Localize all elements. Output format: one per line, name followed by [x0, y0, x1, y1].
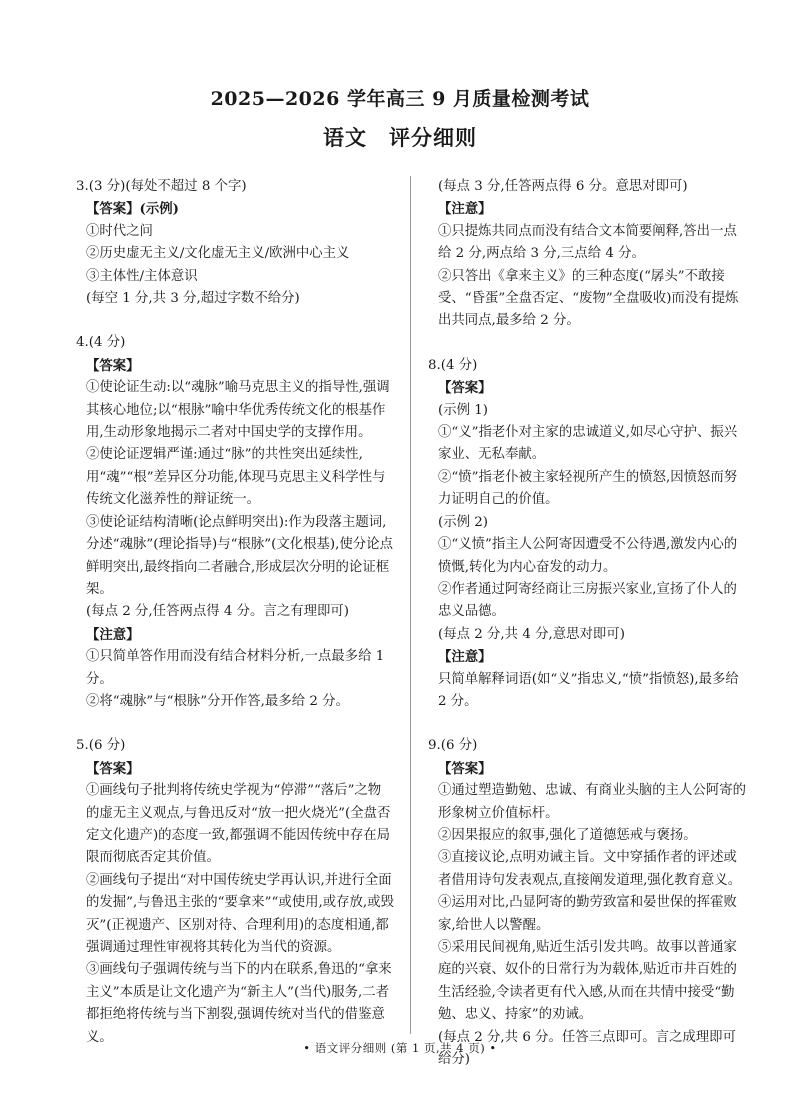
doc-type-label: 评分细则 — [389, 125, 477, 150]
subject-label: 语文 — [323, 125, 367, 150]
answer-line: ①使论证生动:以“魂脉”喻马克思主义的指导性,强调其核心地位;以“根脉”喻中华优秀传统文化的根基作用,生动形象地揭示二者对中国史学的支撑作用。 — [86, 380, 390, 441]
answer-line: ④运用对比,凸显阿寄的勤劳致富和晏世保的挥霍败家,给世人以警醒。 — [438, 895, 737, 933]
section-label: 【答案】 — [86, 760, 140, 777]
answer-line: ②因果报应的叙事,强化了道德惩戒与褒扬。 — [438, 827, 697, 843]
section-gap — [76, 713, 394, 735]
section-gap — [428, 333, 746, 355]
column-divider — [410, 176, 411, 1034]
section-label: 【答案】 — [86, 357, 140, 374]
answer-line: ②历史虚无主义/文化虚无主义/欧洲中心主义 — [86, 246, 350, 262]
section-label: 【注意】 — [438, 649, 492, 666]
answer-line: (每点 2 分,共 6 分。任答三点即可。言之成理即可给分) — [438, 1029, 736, 1068]
answer-line: ②使论证逻辑严谨:通过“脉”的共性突出延续性,用“魂”“根”差异区分功能,体现马克思主义科学性与传统文化滋养性的辩证统一。 — [86, 447, 386, 508]
answer-line: ②将“魂脉”与“根脉”分开作答,最多给 2 分。 — [86, 693, 349, 709]
page-title: 2025—2026 学年高三 9 月质量检测考试 — [210, 88, 590, 110]
question-heading: 9.(6 分) — [428, 738, 478, 754]
answer-line: 只简单解释词语(如“义”指忠义,“愤”指愤怒),最多给 2 分。 — [438, 671, 739, 709]
section-label: 【答案】 — [438, 380, 492, 397]
section-gap — [428, 713, 746, 735]
answer-line: (示例 1) — [438, 402, 489, 418]
answer-line: ①只简单答作用而没有结合材料分析,一点最多给 1 分。 — [86, 649, 385, 687]
question-heading: 4.(4 分) — [76, 335, 126, 351]
answer-line: ②画线句子提出“对中国传统史学再认识,并进行全面的发掘”,与鲁迅主张的“要拿来”“或使用,或存放,或毁灭”(正视遗产、区别对待、合理利用)的态度相通,都强调通过理性审视将其转化为当代的资源。 — [86, 872, 394, 955]
section-label: 【答案】 — [438, 760, 492, 777]
section-label: 【注意】 — [438, 201, 492, 218]
answer-line: ①只提炼共同点而没有结合文本简要阐释,答出一点给 2 分,两点给 3 分,三点给 4 分。 — [438, 223, 737, 262]
answer-line: ③使论证结构清晰(论点鲜明突出):作为段落主题词,分述“魂脉”(理论指导)与“根脉”(文化根基),使分论点鲜明突出,最终指向二者融合,形成层次分明的论证框架。 — [86, 514, 393, 597]
answer-line: ②只答出《拿来主义》的三种态度(“孱头”不敢接受、“昏蛋”全盘否定、“废物”全盘吸收)而没有提炼出共同点,最多给 2 分。 — [438, 268, 739, 329]
answer-line: (每空 1 分,共 3 分,超过字数不给分) — [86, 291, 300, 307]
answer-line: ③主体性/主体意识 — [86, 268, 198, 284]
answer-line: ①时代之问 — [86, 223, 153, 239]
answer-line: ②作者通过阿寄经商让三房振兴家业,宣扬了仆人的忠义品德。 — [438, 581, 737, 620]
answer-line: (每点 3 分,任答两点得 6 分。意思对即可) — [438, 179, 688, 194]
question-heading: 5.(6 分) — [76, 738, 126, 754]
page-subtitle — [0, 122, 800, 152]
answer-line: ①画线句子批判将传统史学视为“停滞”“落后”之物的虚无主义观点,与鲁迅反对“放一把火烧光”(全盘否定文化遗产)的态度一致,都强调不能因传统中存在局限而彻底否定其价值。 — [86, 783, 391, 866]
answer-line: ③直接议论,点明劝诫主旨。文中穿插作者的评述或者借用诗句发表观点,直接阐发道理,强化教育意义。 — [438, 850, 742, 888]
answer-line: ①通过塑造勤勉、忠诚、有商业头脑的主人公阿寄的形象树立价值标杆。 — [438, 783, 746, 821]
answer-line: ⑤采用民间视角,贴近生活引发共鸣。故事以普通家庭的兴衰、奴仆的日常行为为载体,贴近市井百姓的生活经验,令读者更有代入感,从而在共情中接受“勤勉、忠义、持家”的劝诫。 — [438, 940, 737, 1023]
right-column — [428, 176, 746, 1071]
answer-line: (每点 2 分,共 4 分,意思对即可) — [438, 626, 625, 642]
page-footer: • 语文评分细则 (第 1 页,共 4 页) • — [303, 1041, 497, 1055]
answer-line: ③画线句子强调传统与当下的内在联系,鲁迅的“拿来主义”本质是让文化遗产为“新主人”(当代)服务,二者都拒绝将传统与当下割裂,强调传统对当代的借鉴意义。 — [86, 962, 392, 1045]
answer-line: ①“义愤”指主人公阿寄因遭受不公待遇,激发内心的愤慨,转化为内心奋发的动力。 — [438, 537, 738, 575]
question-heading: 3.(3 分)(每处不超过 8 个字) — [76, 179, 247, 194]
question-heading: 8.(4 分) — [428, 357, 478, 373]
section-label: 【注意】 — [86, 626, 140, 643]
answer-line: ②“愤”指老仆被主家轻视所产生的愤怒,因愤怒而努力证明自己的价值。 — [438, 469, 738, 508]
section-label: 【答案】(示例) — [86, 201, 180, 218]
answer-line: ①“义”指老仆对主家的忠诚道义,如尽心守护、振兴家业、无私奉献。 — [438, 425, 738, 463]
answer-line: (示例 2) — [438, 514, 489, 530]
left-column — [76, 176, 394, 1049]
answer-line: (每点 2 分,任答两点得 4 分。言之有理即可) — [86, 604, 350, 620]
section-gap — [76, 310, 394, 332]
